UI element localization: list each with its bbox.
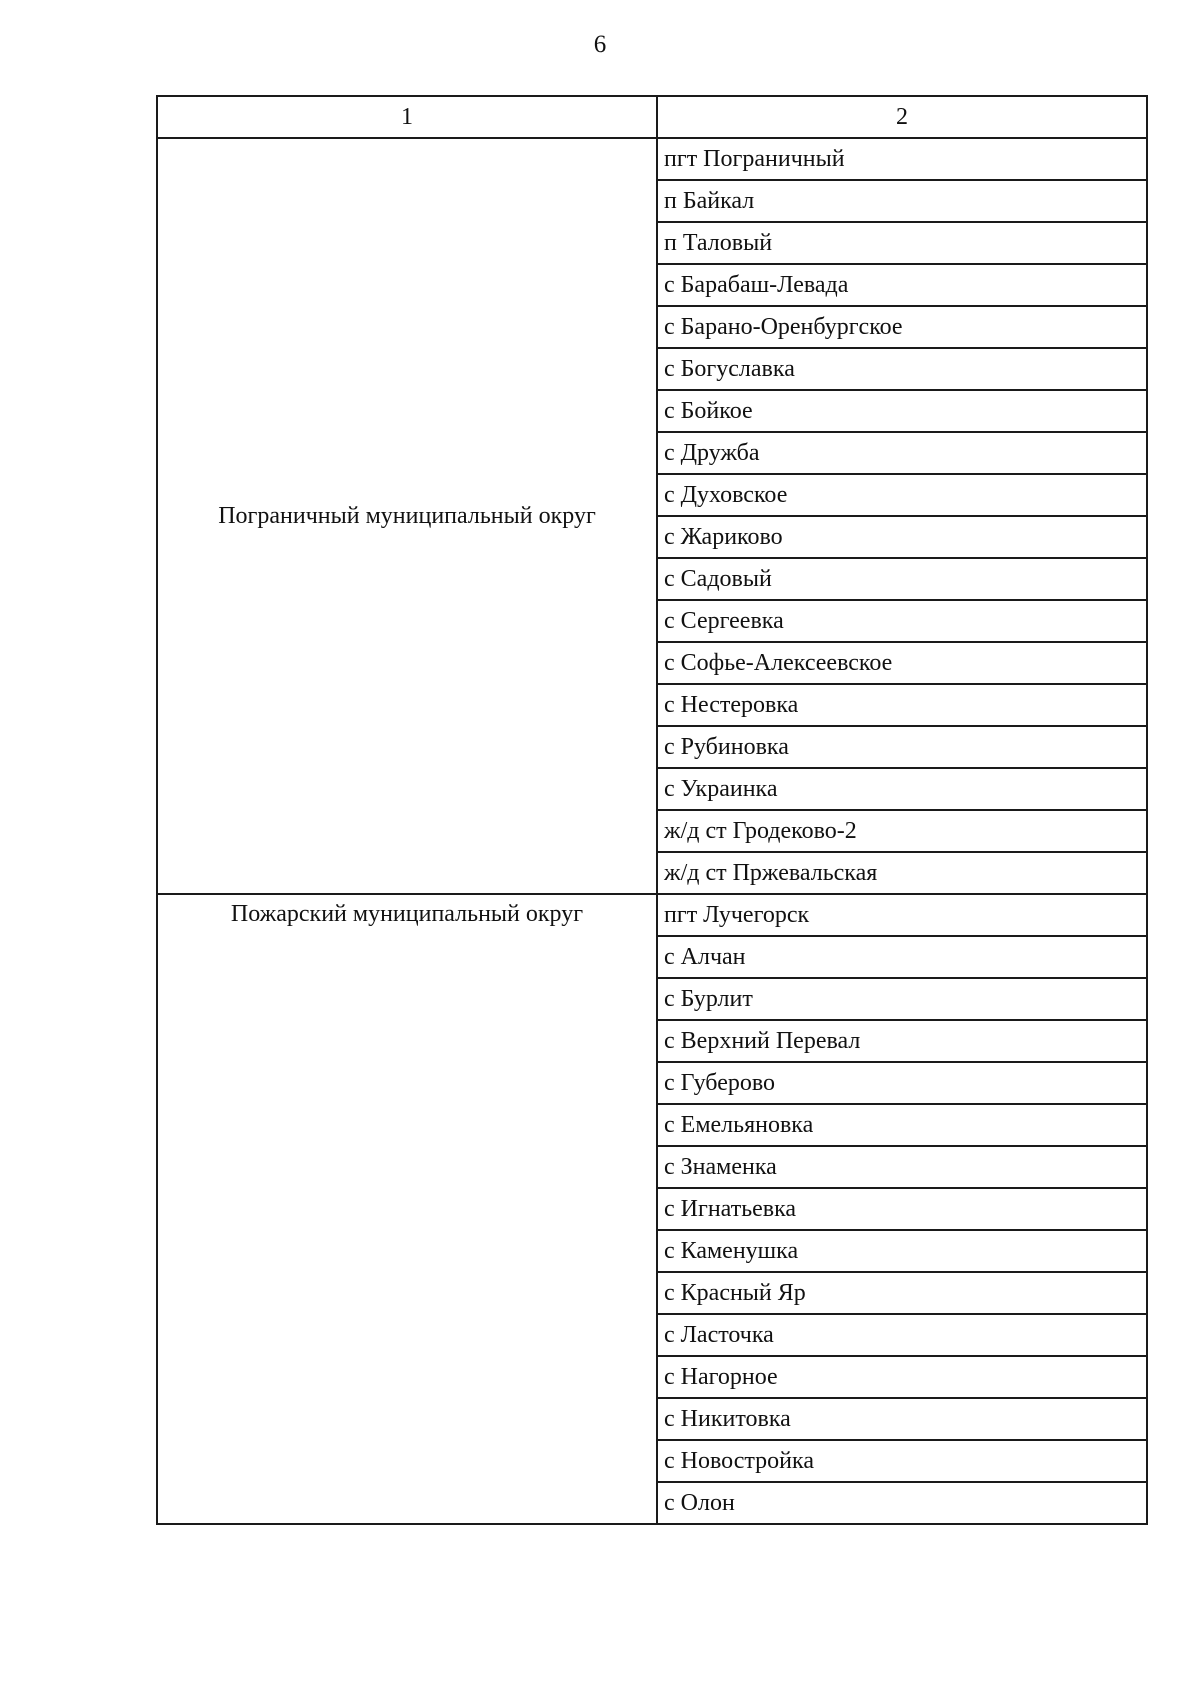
settlement-name-cell: п Байкал	[657, 180, 1147, 222]
settlement-name-cell: с Украинка	[657, 768, 1147, 810]
settlement-name-cell: с Емельяновка	[657, 1104, 1147, 1146]
settlement-name-cell: с Никитовка	[657, 1398, 1147, 1440]
page-number: 6	[593, 31, 607, 58]
settlement-name-cell: с Игнатьевка	[657, 1188, 1147, 1230]
settlement-name-cell: с Барабаш-Левада	[657, 264, 1147, 306]
district-name-cell: Пограничный муниципальный округ	[157, 138, 657, 894]
settlement-name-cell: пгт Лучегорск	[657, 894, 1147, 936]
table-header-row	[157, 96, 1147, 138]
settlement-name-cell: с Верхний Перевал	[657, 1020, 1147, 1062]
district-name-cell: Пожарский муниципальный округ	[157, 894, 657, 1524]
settlement-name-cell: ж/д ст Гродеково-2	[657, 810, 1147, 852]
settlement-name-cell: с Новостройка	[657, 1440, 1147, 1482]
settlement-name-cell: с Знаменка	[657, 1146, 1147, 1188]
table-row	[157, 138, 1147, 180]
settlement-name-cell: с Бойкое	[657, 390, 1147, 432]
settlement-name-cell: с Дружба	[657, 432, 1147, 474]
table-body	[157, 138, 1147, 1524]
settlement-name-cell: п Таловый	[657, 222, 1147, 264]
settlement-name-cell: с Каменушка	[657, 1230, 1147, 1272]
settlements-table	[156, 95, 1148, 1525]
settlement-name-cell: с Ласточка	[657, 1314, 1147, 1356]
settlement-name-cell: ж/д ст Пржевальская	[657, 852, 1147, 894]
table-row	[157, 894, 1147, 936]
settlement-name-cell: с Жариково	[657, 516, 1147, 558]
settlement-name-cell: с Садовый	[657, 558, 1147, 600]
settlement-name-cell: с Бурлит	[657, 978, 1147, 1020]
settlement-name-cell: с Сергеевка	[657, 600, 1147, 642]
settlement-name-cell: с Красный Яр	[657, 1272, 1147, 1314]
settlement-name-cell: с Рубиновка	[657, 726, 1147, 768]
settlement-name-cell: с Богуславка	[657, 348, 1147, 390]
column-header-1: 1	[157, 96, 657, 138]
settlement-name-cell: с Алчан	[657, 936, 1147, 978]
settlement-name-cell: с Софье-Алексеевское	[657, 642, 1147, 684]
settlement-name-cell: с Губерово	[657, 1062, 1147, 1104]
settlement-name-cell: пгт Пограничный	[657, 138, 1147, 180]
settlement-name-cell: с Барано-Оренбургское	[657, 306, 1147, 348]
settlement-name-cell: с Нагорное	[657, 1356, 1147, 1398]
settlement-name-cell: с Олон	[657, 1482, 1147, 1524]
column-header-2: 2	[657, 96, 1147, 138]
settlement-name-cell: с Духовское	[657, 474, 1147, 516]
settlement-name-cell: с Нестеровка	[657, 684, 1147, 726]
